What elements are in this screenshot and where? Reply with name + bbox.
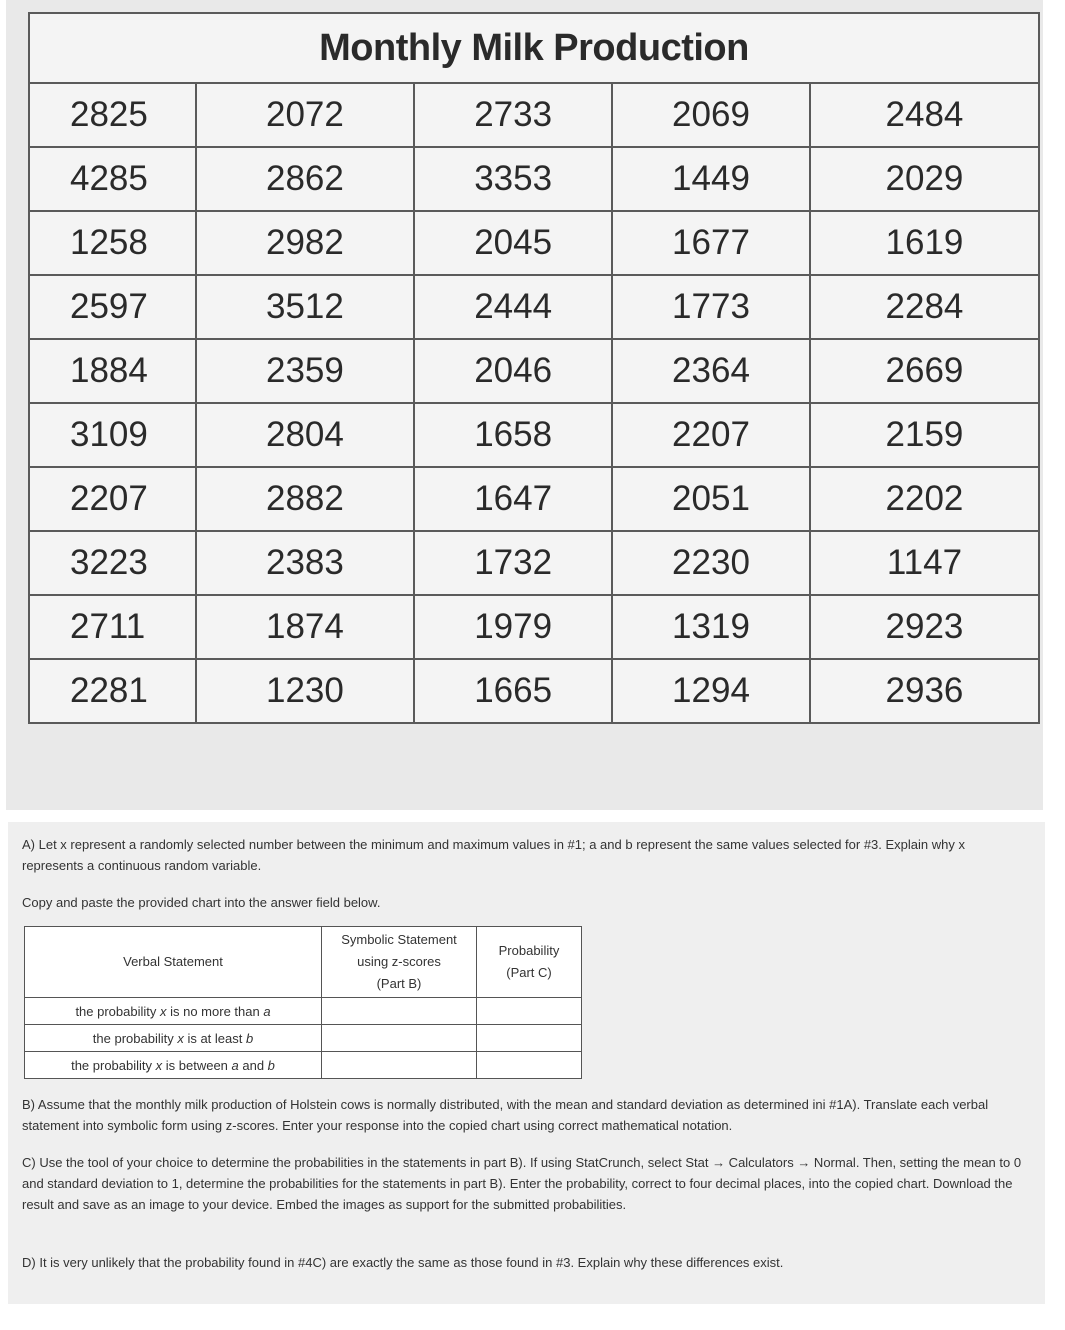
production-value-cell: 2069 xyxy=(612,83,810,147)
production-value-cell: 1619 xyxy=(810,211,1039,275)
production-value-cell: 1874 xyxy=(196,595,415,659)
production-value-cell: 1319 xyxy=(612,595,810,659)
production-value-cell: 2202 xyxy=(810,467,1039,531)
production-value-cell: 4285 xyxy=(29,147,196,211)
production-value-cell: 3109 xyxy=(29,403,196,467)
part-b-text: B) Assume that the monthly milk production of Holstein cows is normally distributed, with the mean and standard deviation as determined ini #1A). Translate each verbal statement into symbolic form using z-scores. Enter your response into the copied chart using correct mathematical notation. xyxy=(22,1097,989,1133)
production-value-cell: 1294 xyxy=(612,659,810,723)
table-row xyxy=(29,531,1039,595)
production-value-cell: 2882 xyxy=(196,467,415,531)
milk-table-screen xyxy=(6,0,1043,810)
header-probability-line2: (Part C) xyxy=(506,965,552,980)
production-value-cell: 2045 xyxy=(414,211,612,275)
verbal-statement-cell: the probability x is at least b xyxy=(25,1025,322,1052)
production-value-cell: 1677 xyxy=(612,211,810,275)
production-value-cell: 2029 xyxy=(810,147,1039,211)
part-d-text: D) It is very unlikely that the probability found in #4C) are exactly the same as those found in #3. Explain why these differences exist. xyxy=(22,1255,784,1270)
production-value-cell: 1665 xyxy=(414,659,612,723)
verbal-statement-cell: the probability x is no more than a xyxy=(25,998,322,1025)
table-row xyxy=(29,467,1039,531)
production-value-cell: 1230 xyxy=(196,659,415,723)
production-value-cell: 2281 xyxy=(29,659,196,723)
assignment-document xyxy=(8,822,1045,1304)
production-value-cell: 1884 xyxy=(29,339,196,403)
production-value-cell: 3353 xyxy=(414,147,612,211)
production-value-cell: 2284 xyxy=(810,275,1039,339)
symbolic-answer-cell[interactable] xyxy=(322,1052,477,1079)
header-probability xyxy=(477,927,582,998)
header-verbal-statement: Verbal Statement xyxy=(25,927,322,998)
production-value-cell: 2936 xyxy=(810,659,1039,723)
header-probability-line1: Probability xyxy=(498,943,560,958)
production-value-cell: 1147 xyxy=(810,531,1039,595)
production-value-cell: 1647 xyxy=(414,467,612,531)
production-value-cell: 2862 xyxy=(196,147,415,211)
verbal-statement-cell: the probability x is between a and b xyxy=(25,1052,322,1079)
copy-note-text: Copy and paste the provided chart into the answer field below. xyxy=(22,895,381,910)
part-c-text: C) Use the tool of your choice to determine the probabilities in the statements in part B). If using StatCrunch, select Stat → Calculators → Normal. Then, setting the mean to 0 and standard deviation to 1, determine the probabilities for the statements in part B). Enter the probability, correct to four decimal places, into the copied chart. Download the result and save as an image to your device. Embed the images as support for the submitted probabilities. xyxy=(22,1155,1022,1212)
production-value-cell: 2711 xyxy=(29,595,196,659)
answer-row xyxy=(25,1052,582,1079)
header-symbolic-statement xyxy=(322,927,477,998)
production-value-cell: 2383 xyxy=(196,531,415,595)
answer-chart xyxy=(24,926,582,1079)
header-symbolic-line1: Symbolic Statement xyxy=(341,932,457,947)
symbolic-answer-cell[interactable] xyxy=(322,1025,477,1052)
probability-answer-cell[interactable] xyxy=(477,1025,582,1052)
probability-answer-cell[interactable] xyxy=(477,1052,582,1079)
table-title: Monthly Milk Production xyxy=(29,13,1039,83)
answer-row xyxy=(25,998,582,1025)
production-value-cell: 2051 xyxy=(612,467,810,531)
header-symbolic-line2: using z-scores xyxy=(357,954,441,969)
production-value-cell: 1732 xyxy=(414,531,612,595)
production-value-cell: 2484 xyxy=(810,83,1039,147)
production-value-cell: 2444 xyxy=(414,275,612,339)
production-value-cell: 2207 xyxy=(29,467,196,531)
part-a-text: A) Let x represent a randomly selected number between the minimum and maximum values in #1; a and b represent the same values selected for #3. Explain why x represents a continuous random variable. xyxy=(22,837,965,873)
production-value-cell: 1258 xyxy=(29,211,196,275)
production-value-cell: 2923 xyxy=(810,595,1039,659)
production-value-cell: 2669 xyxy=(810,339,1039,403)
milk-table-body xyxy=(29,83,1039,723)
table-row xyxy=(29,339,1039,403)
table-row xyxy=(29,83,1039,147)
production-value-cell: 2733 xyxy=(414,83,612,147)
production-value-cell: 1449 xyxy=(612,147,810,211)
production-value-cell: 2825 xyxy=(29,83,196,147)
production-value-cell: 2982 xyxy=(196,211,415,275)
header-symbolic-line3: (Part B) xyxy=(376,976,422,991)
production-value-cell: 2159 xyxy=(810,403,1039,467)
production-value-cell: 2359 xyxy=(196,339,415,403)
table-row xyxy=(29,275,1039,339)
answer-row xyxy=(25,1025,582,1052)
probability-answer-cell[interactable] xyxy=(477,998,582,1025)
production-value-cell: 2207 xyxy=(612,403,810,467)
table-row xyxy=(29,147,1039,211)
production-value-cell: 3512 xyxy=(196,275,415,339)
table-row xyxy=(29,595,1039,659)
symbolic-answer-cell[interactable] xyxy=(322,998,477,1025)
production-value-cell: 2597 xyxy=(29,275,196,339)
production-value-cell: 1658 xyxy=(414,403,612,467)
table-row xyxy=(29,211,1039,275)
production-value-cell: 2364 xyxy=(612,339,810,403)
production-value-cell: 1773 xyxy=(612,275,810,339)
production-value-cell: 2804 xyxy=(196,403,415,467)
table-row xyxy=(29,403,1039,467)
milk-production-table xyxy=(28,12,1040,724)
production-value-cell: 2072 xyxy=(196,83,415,147)
production-value-cell: 2230 xyxy=(612,531,810,595)
production-value-cell: 2046 xyxy=(414,339,612,403)
production-value-cell: 3223 xyxy=(29,531,196,595)
production-value-cell: 1979 xyxy=(414,595,612,659)
table-row xyxy=(29,659,1039,723)
